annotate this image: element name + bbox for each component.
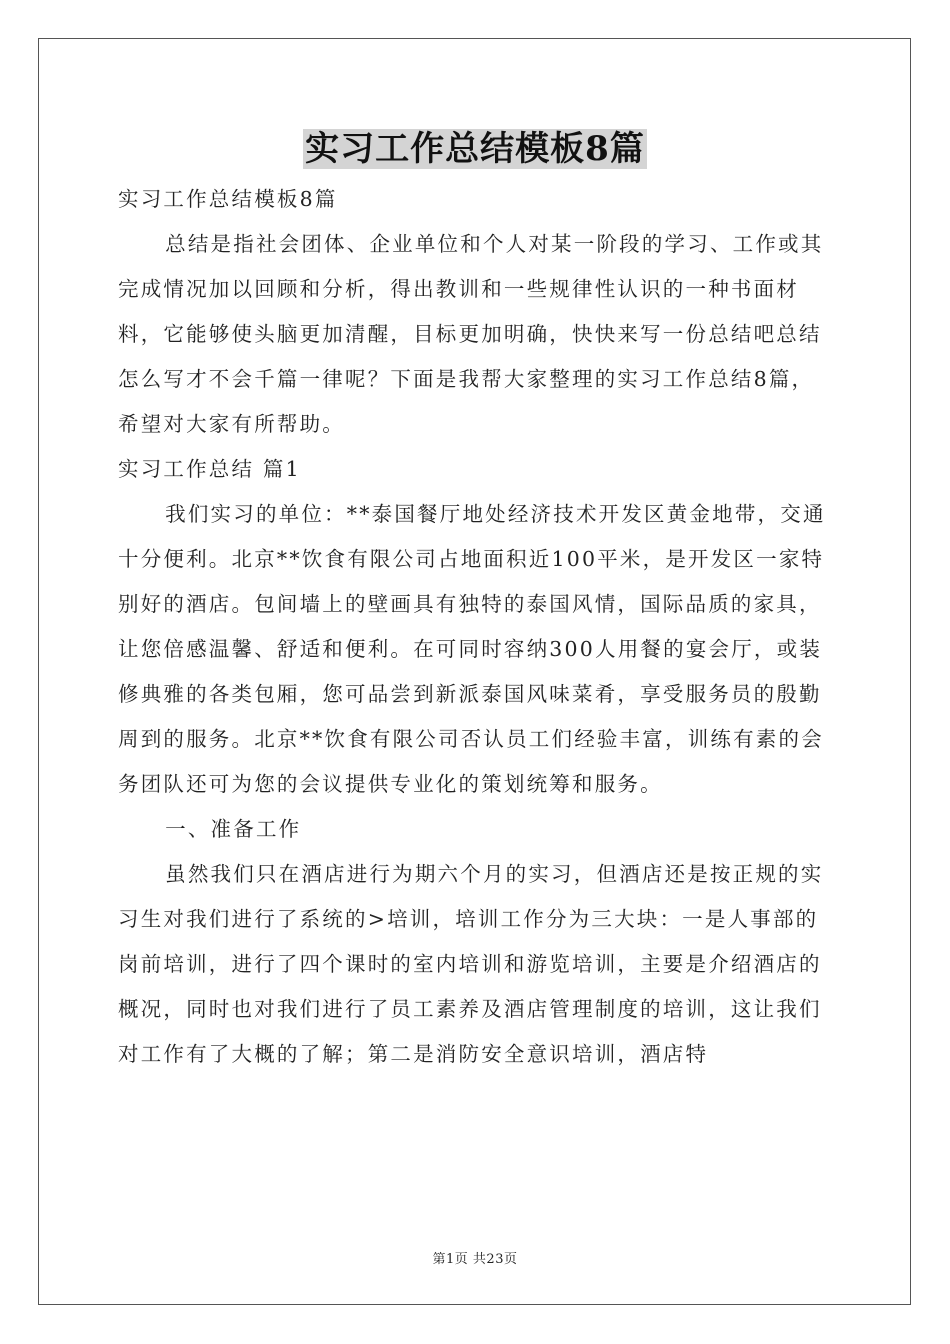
subsection-heading: 一、准备工作 bbox=[165, 817, 302, 841]
body-paragraph: 虽然我们只在酒店进行为期六个月的实习，但酒店还是按正规的实习生对我们进行了系统的>培训，培训工作分为三大块：一是人事部的岗前培训，进行了四个课时的室内培训和游览培训，主要是介绍酒店的概况，同时也对我们进行了员工素养及酒店管理制度的培训，这让我们对工作有了大概的了解；第二是消防安全意识培训，酒店特 bbox=[118, 862, 824, 1066]
page-footer: 第1页 共23页 bbox=[432, 1252, 518, 1267]
subtitle-line: 实习工作总结模板8篇 bbox=[118, 187, 338, 211]
body-paragraph: 我们实习的单位：**泰国餐厅地处经济技术开发区黄金地带，交通十分便利。北京**饮食有限公司占地面积近100平米，是开发区一家特别好的酒店。包间墙上的壁画具有独特的泰国风情，国际品质的家具，让您倍感温馨、舒适和便利。在可同时容纳300人用餐的宴会厅，或装修典雅的各类包厢，您可品尝到新派泰国风味菜肴，享受服务员的殷勤周到的服务。北京**饮食有限公司否认员工们经验丰富，训练有素的会务团队还可为您的会议提供专业化的策划统筹和服务。 bbox=[118, 502, 826, 796]
document-title bbox=[0, 126, 950, 172]
document-body bbox=[118, 177, 834, 1077]
section-heading: 实习工作总结 篇1 bbox=[118, 457, 301, 481]
document-title-text: 实习工作总结模板8篇 bbox=[305, 129, 645, 169]
intro-paragraph: 总结是指社会团体、企业单位和个人对某一阶段的学习、工作或其完成情况加以回顾和分析，得出教训和一些规律性认识的一种书面材料，它能够使头脑更加清醒，目标更加明确，快快来写一份总结吧总结怎么写才不会千篇一律呢？下面是我帮大家整理的实习工作总结8篇，希望对大家有所帮助。 bbox=[118, 232, 824, 436]
